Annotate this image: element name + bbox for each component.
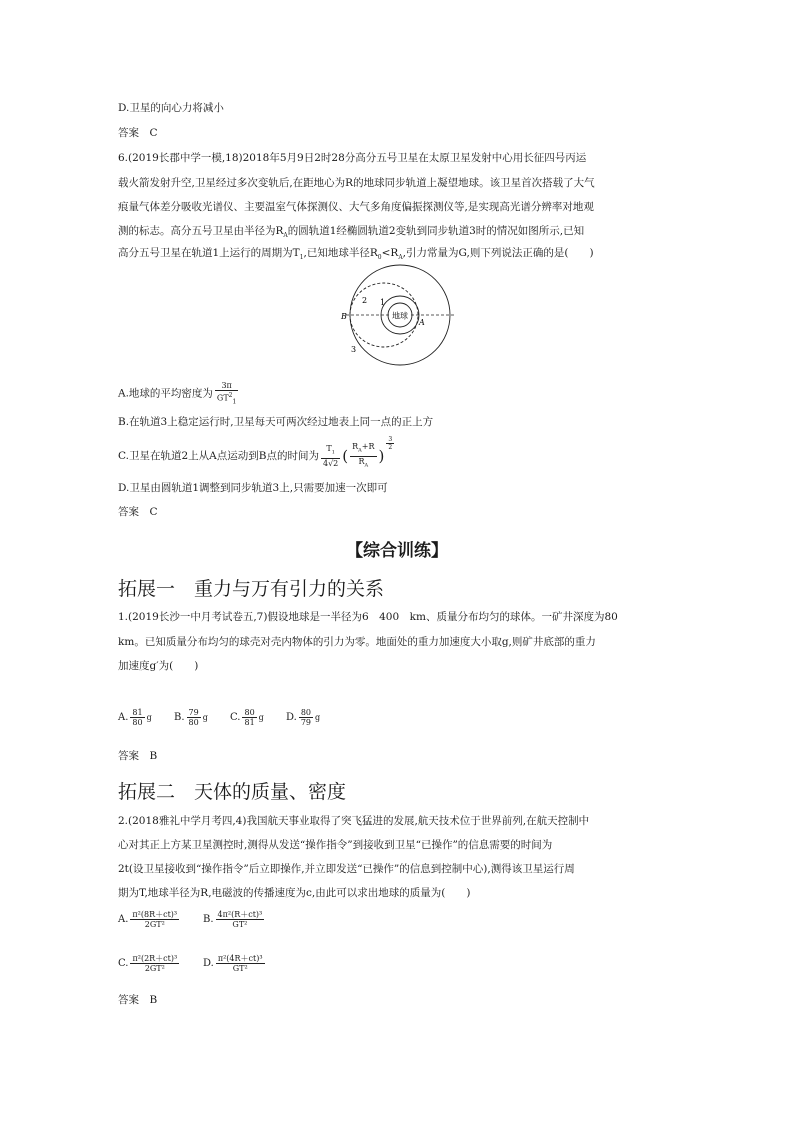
- q6-stem-line-1: 6.(2019长郡中学一模,18)2018年5月9日2时28分高分五号卫星在太原卫星发射中心用长征四号丙运: [118, 152, 587, 164]
- q5-answer: 答案 C: [118, 127, 158, 139]
- point-a-label: A: [419, 318, 425, 327]
- q6-option-d: D.卫星由圆轨道1调整到同步轨道3上,只需要加速一次即可: [118, 482, 388, 494]
- q6-option-c: C.卫星在轨道2上从A点运动到B点的时间为 $\frac{T_1}{4√2}$ ( $\frac{R_A+R}{R_A}$ ) $\frac{3}{2}$: [118, 436, 393, 469]
- q2-option-d: D. $\frac{\text{π²(4R＋ct)³}}{\text{GT²}}$: [203, 954, 263, 973]
- q1-stem-line-2: km。已知质量分布均匀的球壳对壳内物体的引力为零。地面处的重力加速度大小取g,则矿井底部的重力: [118, 636, 596, 648]
- orbit-diagram: [338, 262, 458, 368]
- density-fraction: $\frac{3\pi}{GT^2_1}$: [216, 381, 237, 406]
- orbit-1-label: 1: [380, 298, 386, 307]
- orbit-3-label: 3: [351, 345, 357, 354]
- q2-option-c: C. $\frac{\text{π²(2R＋ct)³}}{\text{2GT²}}$: [118, 954, 178, 973]
- q6-stem-line-4: 测的标志。高分五号卫星由半径为$R_A$的圆轨道1经椭圆轨道2变轨到同步轨道3时的情况如图所示,已知: [118, 225, 585, 240]
- q1-option-b: B. $\frac{79}{80}$ g: [174, 708, 208, 727]
- q2-answer: 答案 B: [118, 994, 158, 1006]
- q6-option-b: B.在轨道3上稳定运行时,卫星每天可两次经过地表上同一点的正上方: [118, 416, 434, 428]
- q2-stem-line-4: 期为T,地球半径为R,电磁波的传播速度为c,由此可以求出地球的质量为( ): [118, 887, 471, 899]
- q5-option-d: D.卫星的向心力将减小: [118, 102, 224, 114]
- q1-option-d: D. $\frac{80}{79}$ g: [286, 708, 321, 727]
- orbit-2-label: 2: [362, 296, 368, 305]
- section-2-title: 拓展二 天体的质量、密度: [118, 781, 347, 803]
- q2-stem-line-3: 2t(设卫星接收到“操作指令”后立即操作,并立即发送“已操作”的信息到控制中心),测得该卫星运行周: [118, 863, 575, 875]
- q2-stem-line-1: 2.(2018雅礼中学月考四,4)我国航天事业取得了突飞猛进的发展,航天技术位于世界前列,在航天控制中: [118, 815, 590, 827]
- q6-answer: 答案 C: [118, 506, 158, 518]
- q6-stem-line-3: 痕量气体差分吸收光谱仪、主要温室气体探测仪、大气多角度偏振探测仪等,是实现高光谱分辨率对地观: [118, 201, 594, 213]
- section-1-title: 拓展一 重力与万有引力的关系: [118, 578, 385, 600]
- point-b-label: B: [341, 312, 347, 321]
- q2-option-b: B. $\frac{\text{4π²(R＋ct)³}}{\text{GT²}}$: [203, 910, 263, 929]
- q1-stem-line-1: 1.(2019长沙一中月考试卷五,7)假设地球是一半径为6 400 km、质量分布均匀的球体。一矿井深度为80: [118, 611, 618, 623]
- q2-option-a: A. $\frac{\text{π²(8R＋ct)³}}{\text{2GT²}}$: [118, 910, 178, 929]
- q6-stem-line-5: 高分五号卫星在轨道1上运行的周期为$T_1$,已知地球半径$R_0<R_A$,引力常量为G,则下列说法正确的是( ): [118, 247, 594, 262]
- earth-label: 地球: [392, 311, 408, 321]
- q6-stem-line-2: 载火箭发射升空,卫星经过多次变轨后,在距地心为R的地球同步轨道上凝望地球。该卫星首次搭载了大气: [118, 177, 595, 189]
- q1-answer: 答案 B: [118, 750, 158, 762]
- q1-option-c: C. $\frac{80}{81}$ g: [230, 708, 264, 727]
- q2-stem-line-2: 心对其正上方某卫星测控时,测得从发送“操作指令”到接收到卫星“已操作”的信息需要的时间为: [118, 839, 553, 851]
- q1-stem-line-3: 加速度g′为( ): [118, 660, 199, 672]
- q1-option-a: A. $\frac{81}{80}$ g: [118, 708, 152, 727]
- section-heading: 【综合训练】: [346, 541, 448, 561]
- q6-option-a: A.地球的平均密度为 $\frac{3\pi}{GT^2_1}$: [118, 381, 237, 406]
